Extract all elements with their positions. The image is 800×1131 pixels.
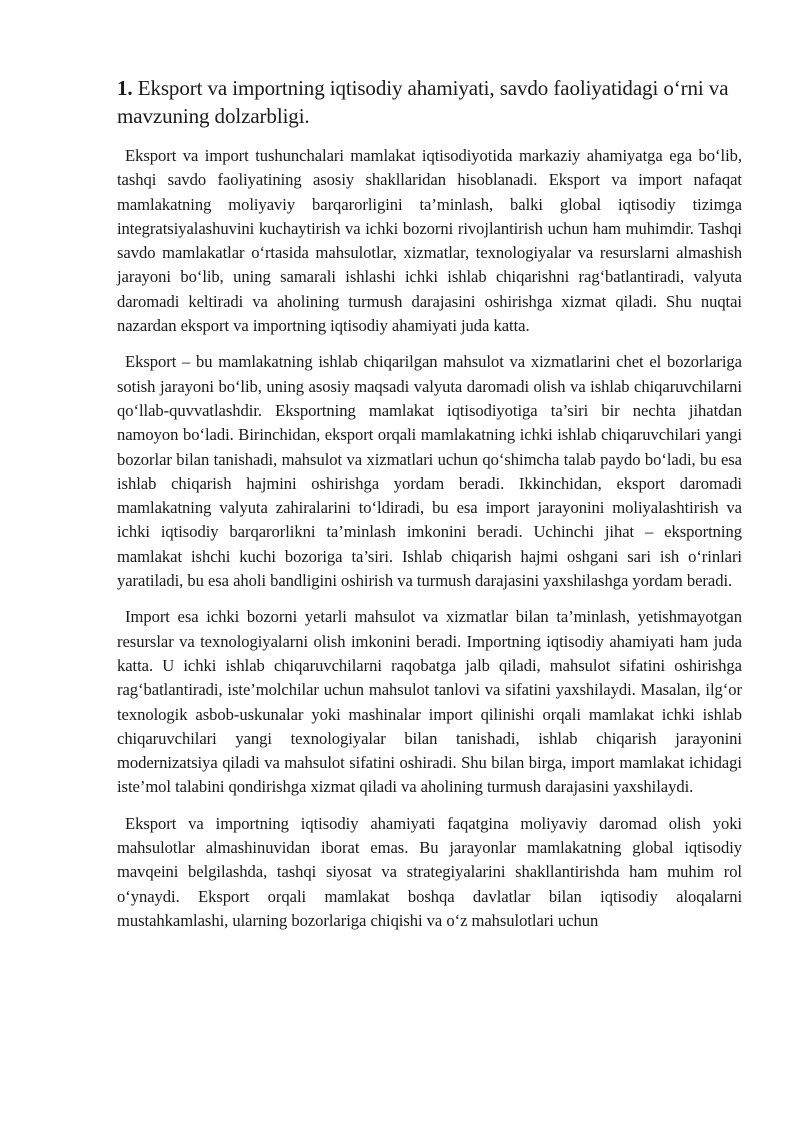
paragraph-4: Eksport va importning iqtisodiy ahamiyati faqatgina moliyaviy daromad olish yoki mahsulotlar almashinuvidan iborat emas. Bu jarayonlar mamlakatning global iqtisodiy mavqeini belgilashda, tashqi siyosat va strategiyalarini shakllantirishda ham muhim rol o‘ynaydi. Eksport orqali mamlakat boshqa davlatlar bilan iqtisodiy aloqalarni mustahkamlashi, ularning bozorlariga chiqishi va o‘z mahsulotlari uchun [117, 813, 742, 930]
section-heading [117, 74, 742, 130]
section-number: 1. [117, 76, 133, 100]
paragraph-2: Eksport – bu mamlakatning ishlab chiqarilgan mahsulot va xizmatlarini chet el bozorlariga sotish jarayoni bo‘lib, uning asosiy maqsadi valyuta daromadi olish va ishlab chiqaruvchilarni qo‘llab-quvvatlashdir. Eksportning mamlakat iqtisodiyotiga ta’siri bir nechta jihatdan namoyon bo‘ladi. Birinchidan, eksport orqali mamlakatning ichki ishlab chiqaruvchilari yangi bozorlar bilan tanishadi, mahsulot va xizmatlari uchun qo‘shimcha talab paydo bo‘ladi, bu esa ishlab chiqarish hajmini oshirishga yordam beradi. Ikkinchidan, eksport daromadi mamlakatning valyuta zahiralarini to‘ldiradi, bu esa import jarayonini moliyalashtirish va ichki iqtisodiy barqarorlikni ta’minlash imkonini beradi. Uchinchi jihat – eksportning mamlakat ishchi kuchi bozoriga ta’siri. Ishlab chiqarish hajmi oshgani sari ish o‘rinlari yaratiladi, bu esa aholi bandligini oshirish va turmush darajasini yaxshilashga yordam beradi. [117, 352, 742, 591]
document-page [117, 74, 742, 945]
section-title: Eksport va importning iqtisodiy ahamiyati, savdo faoliyatidagi o‘rni va mavzuning dolzarbligi. [117, 76, 729, 128]
paragraph-3: Import esa ichki bozorni yetarli mahsulot va xizmatlar bilan ta’minlash, yetishmayotgan resurslar va texnologiyalarni olish imkonini beradi. Importning iqtisodiy ahamiyati ham juda katta. U ichki ishlab chiqaruvchilarni raqobatga jalb qiladi, mahsulot sifatini oshirishga rag‘batlantiradi, iste’molchilar uchun mahsulot tanlovi va sifatini yaxshilaydi. Masalan, ilg‘or texnologik asbob-uskunalar yoki mashinalar import qilinishi orqali mamlakat ichki ishlab chiqaruvchilari yangi texnologiyalar bilan tanishadi, ishlab chiqarish jarayonini modernizatsiya qiladi va mahsulot sifatini oshiradi. Shu bilan birga, import mamlakat ichidagi iste’mol talabini qondirishga xizmat qiladi va aholining turmush darajasini yaxshilaydi. [117, 607, 742, 797]
paragraph-1: Eksport va import tushunchalari mamlakat iqtisodiyotida markaziy ahamiyatga ega bo‘lib, tashqi savdo faoliyatining asosiy shakllaridan hisoblanadi. Eksport va import nafaqat mamlakatning moliyaviy barqarorligini ta’minlash, balki global iqtisodiy tizimga integratsiyalashuvini kuchaytirish va ichki bozorni rivojlantirish uchun ham muhimdir. Tashqi savdo mamlakatlar o‘rtasida mahsulotlar, xizmatlar, texnologiyalar va resurslarni almashish jarayoni bo‘lib, uning samarali ishlashi ichki ishlab chiqarishni rag‘batlantiradi, valyuta daromadi keltiradi va aholining turmush darajasini oshirishga xizmat qiladi. Shu nuqtai nazardan eksport va importning iqtisodiy ahamiyati juda katta. [117, 146, 742, 336]
